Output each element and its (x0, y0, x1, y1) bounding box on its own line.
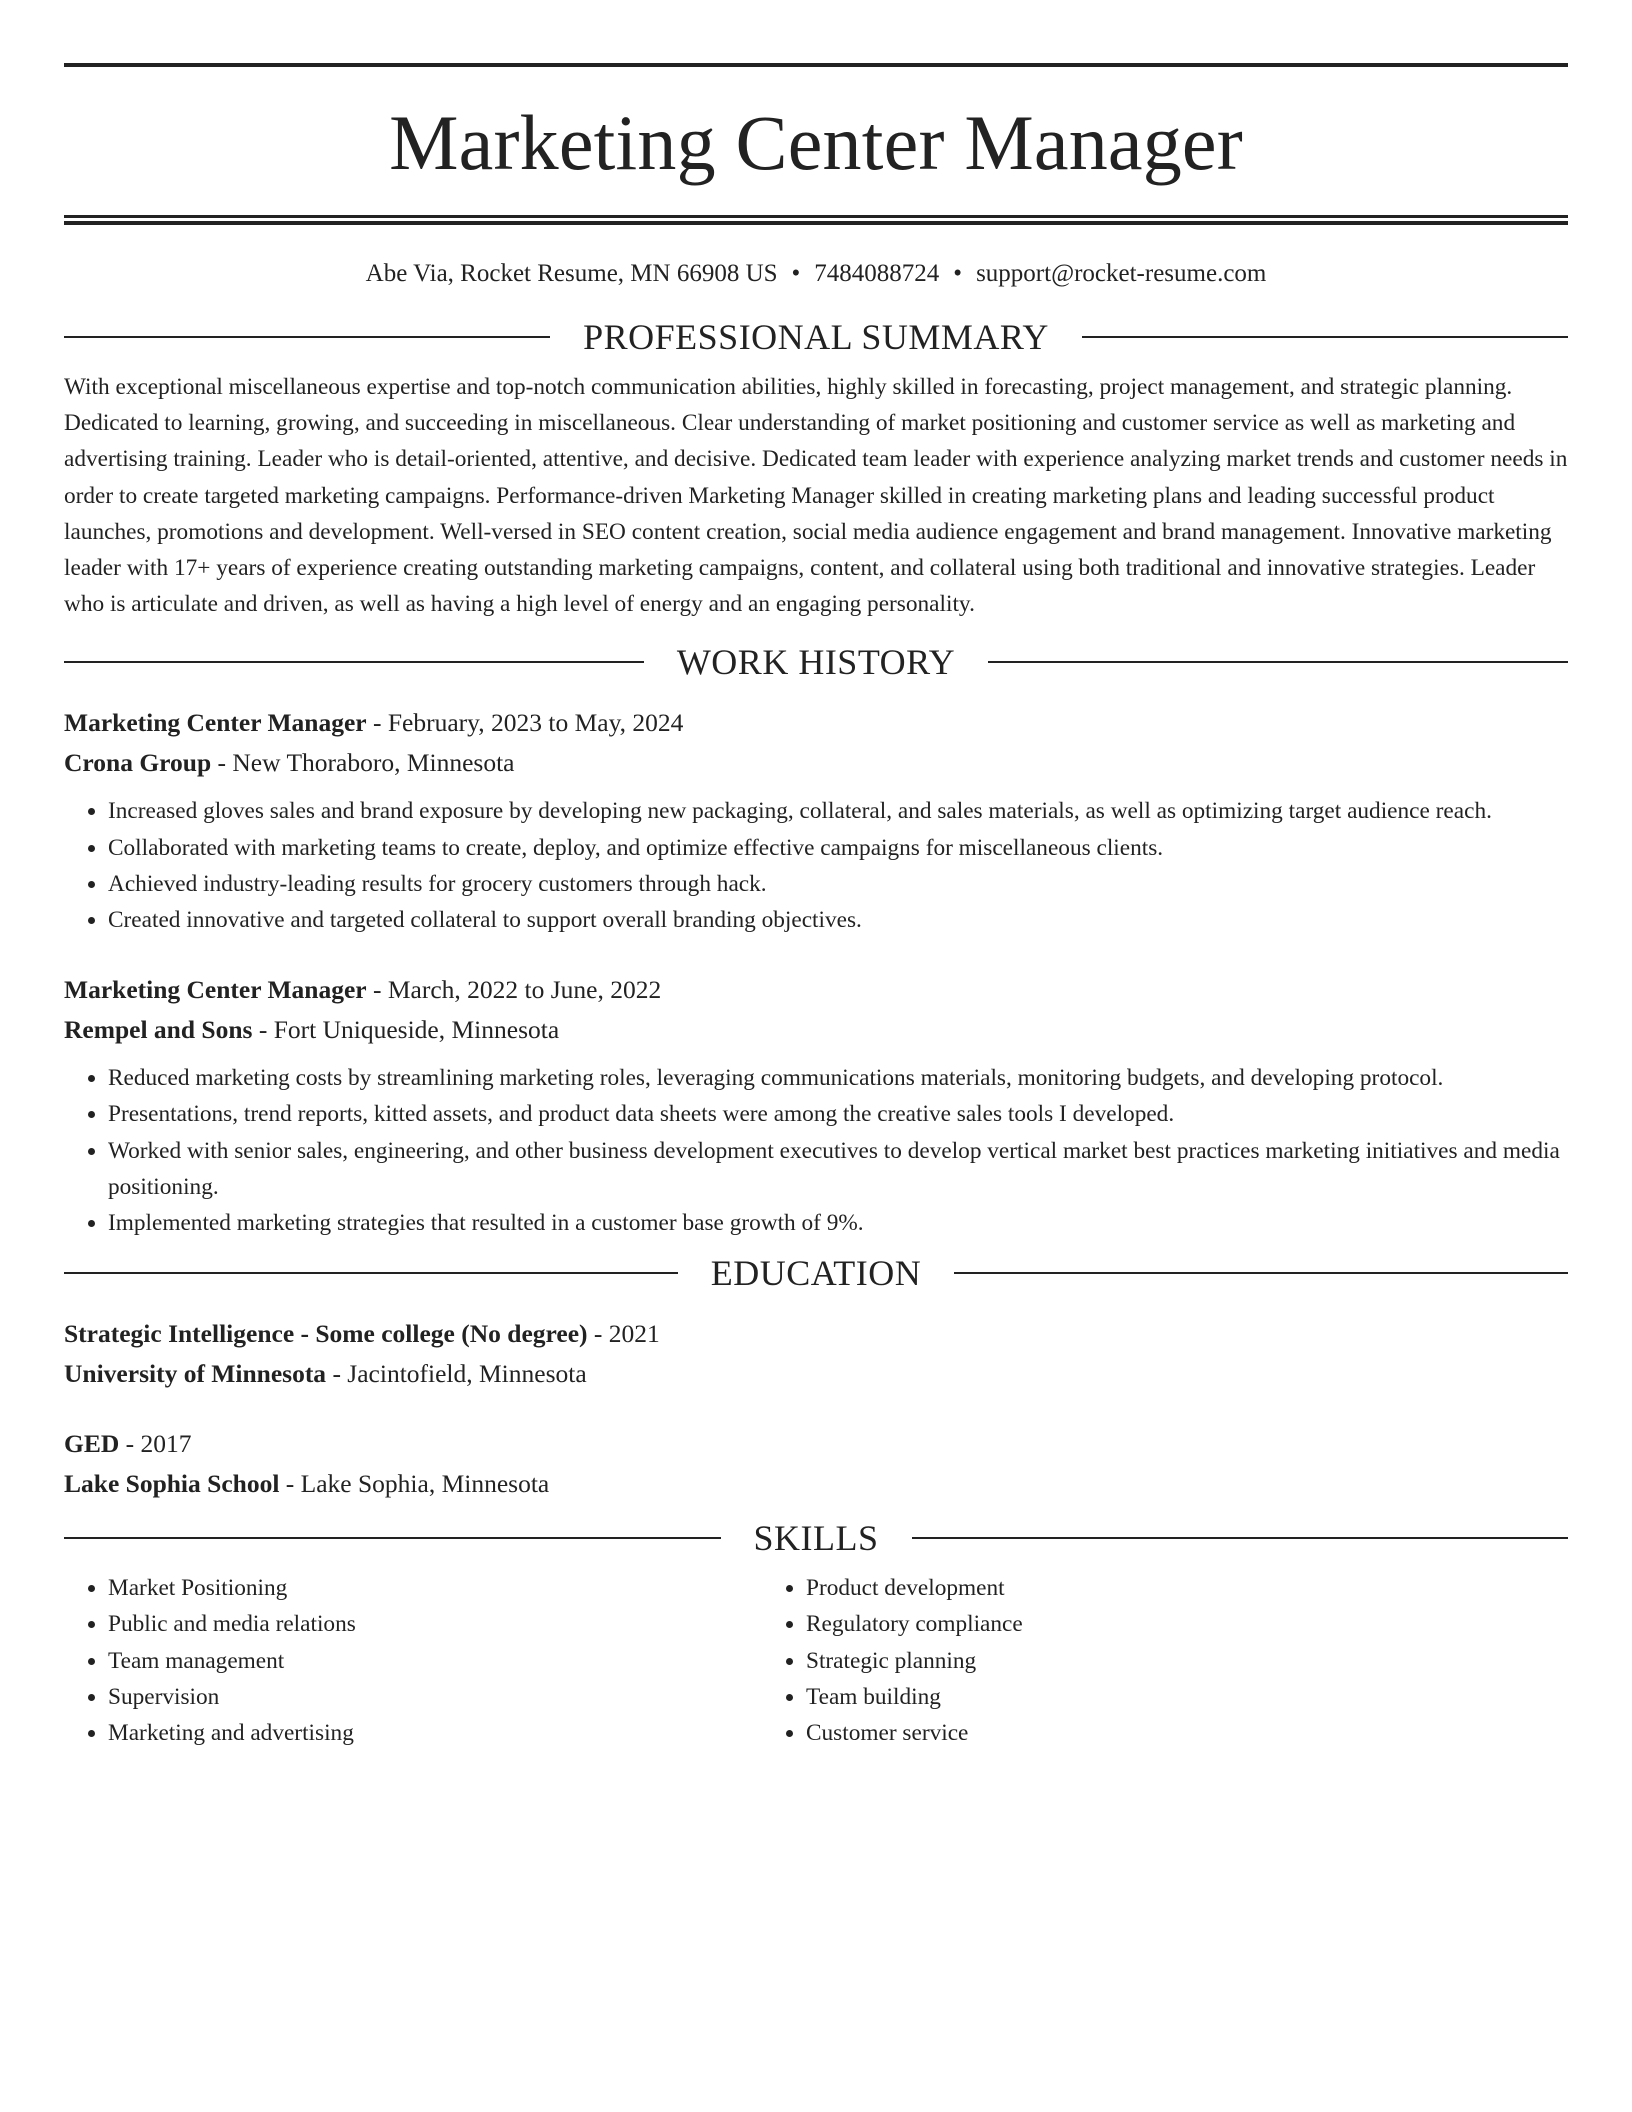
list-item: • Increased gloves sales and brand exposure by developing new packaging, collateral, and sales materials, as well as optimizing target audience reach. (108, 793, 1568, 829)
degree-year: - 2021 (587, 1319, 660, 1349)
heading-rule-left (64, 1272, 678, 1274)
list-item: • Marketing and advertising (108, 1715, 762, 1751)
top-rule (64, 63, 1568, 67)
list-item: • Customer service (806, 1715, 1460, 1751)
contact-email: support@rocket-resume.com (976, 260, 1267, 287)
skills-list (64, 1570, 1568, 1751)
company-location: - New Thoraboro, Minnesota (211, 748, 515, 778)
heading-rule-right (912, 1537, 1569, 1539)
section-heading-work (64, 642, 1568, 682)
contact-line (64, 258, 1568, 290)
company-name: Crona Group (64, 748, 212, 778)
title-double-rule (64, 215, 1568, 225)
degree-name: GED (64, 1429, 120, 1459)
heading-rule-right (1082, 336, 1568, 338)
job-title-line (64, 703, 1568, 743)
section-heading-education (64, 1253, 1568, 1293)
section-title: EDUCATION (710, 1253, 922, 1294)
job-entry (64, 970, 1568, 1241)
job-title: Marketing Center Manager (64, 975, 367, 1005)
summary-text: With exceptional miscellaneous expertise and top-notch communication abilities, highly skilled in forecasting, project management, and strategic planning. Dedicated to learning, growing, and succeeding in miscellaneous. Clear understanding of market positioning and customer service as well as marketing and advertising training. Leader who is detail-oriented, attentive, and decisive. Dedicated team leader with experience analyzing market trends and customer needs in order to create targeted marketing campaigns. Performance-driven Marketing Manager skilled in creating marketing plans and leading successful product launches, promotions and development. Well-versed in SEO content creation, social media audience engagement and brand management. Innovative marketing leader with 17+ years of experience creating outstanding marketing campaigns, content, and collateral using both traditional and innovative strategies. Leader who is articulate and driven, as well as having a high level of energy and an engaging personality. (64, 374, 1568, 618)
skills-column-left (64, 1570, 762, 1751)
school-location: - Jacintofield, Minnesota (326, 1359, 587, 1389)
heading-rule-right (954, 1272, 1568, 1274)
section-title: WORK HISTORY (676, 642, 956, 683)
list-item: • Presentations, trend reports, kitted assets, and product data sheets were among the creative sales tools I developed. (108, 1096, 1568, 1132)
section-title: PROFESSIONAL SUMMARY (583, 317, 1049, 357)
job-title: Marketing Center Manager (64, 708, 367, 738)
job-entry (64, 703, 1568, 938)
job-dates: - February, 2023 to May, 2024 (366, 708, 684, 738)
list-item: • Regulatory compliance (806, 1606, 1460, 1642)
heading-rule-left (64, 661, 644, 663)
job-bullets (64, 1060, 1568, 1241)
list-item: • Worked with senior sales, engineering, and other business development executives to develop vertical market best practices marketing initiatives and media positioning. (108, 1133, 1568, 1205)
degree-name: Strategic Intelligence - Some college (No degree) (64, 1319, 588, 1349)
list-item: • Supervision (108, 1679, 762, 1715)
degree-year: - 2017 (119, 1429, 192, 1459)
list-item: • Collaborated with marketing teams to create, deploy, and optimize effective campaigns for miscellaneous clients. (108, 830, 1568, 866)
list-item: • Strategic planning (806, 1643, 1460, 1679)
contact-address: Abe Via, Rocket Resume, MN 66908 US (365, 260, 778, 287)
skills-column-right (762, 1570, 1460, 1751)
company-line (64, 1010, 1568, 1050)
job-bullets (64, 793, 1568, 938)
heading-rule-left (64, 336, 550, 338)
company-location: - Fort Uniqueside, Minnesota (252, 1015, 560, 1045)
list-item: • Team building (806, 1679, 1460, 1715)
list-item: • Market Positioning (108, 1570, 762, 1606)
contact-separator: • (791, 260, 801, 287)
education-entry (64, 1314, 1568, 1394)
page-title: Marketing Center Manager (389, 99, 1243, 186)
list-item: • Achieved industry-leading results for grocery customers through hack. (108, 866, 1568, 902)
school-name: University of Minnesota (64, 1359, 327, 1389)
list-item: • Created innovative and targeted collateral to support overall branding objectives. (108, 902, 1568, 938)
degree-line (64, 1314, 1568, 1354)
section-title: SKILLS (753, 1518, 879, 1559)
school-location: - Lake Sophia, Minnesota (279, 1469, 550, 1499)
contact-separator: • (953, 260, 963, 287)
job-dates: - March, 2022 to June, 2022 (366, 975, 662, 1005)
degree-line (64, 1424, 1568, 1464)
company-name: Rempel and Sons (64, 1015, 253, 1045)
education-entry (64, 1424, 1568, 1504)
heading-rule-left (64, 1537, 721, 1539)
school-line (64, 1354, 1568, 1394)
school-line (64, 1464, 1568, 1504)
list-item: • Public and media relations (108, 1606, 762, 1642)
company-line (64, 743, 1568, 783)
job-title-line (64, 970, 1568, 1010)
section-heading-summary (64, 317, 1568, 357)
list-item: • Implemented marketing strategies that resulted in a customer base growth of 9%. (108, 1205, 1568, 1241)
heading-rule-right (988, 661, 1568, 663)
list-item: • Product development (806, 1570, 1460, 1606)
contact-phone: 7484088724 (814, 260, 940, 287)
list-item: • Reduced marketing costs by streamlining marketing roles, leveraging communications materials, monitoring budgets, and developing protocol. (108, 1060, 1568, 1096)
list-item: • Team management (108, 1643, 762, 1679)
school-name: Lake Sophia School (64, 1469, 280, 1499)
section-heading-skills (64, 1518, 1568, 1558)
